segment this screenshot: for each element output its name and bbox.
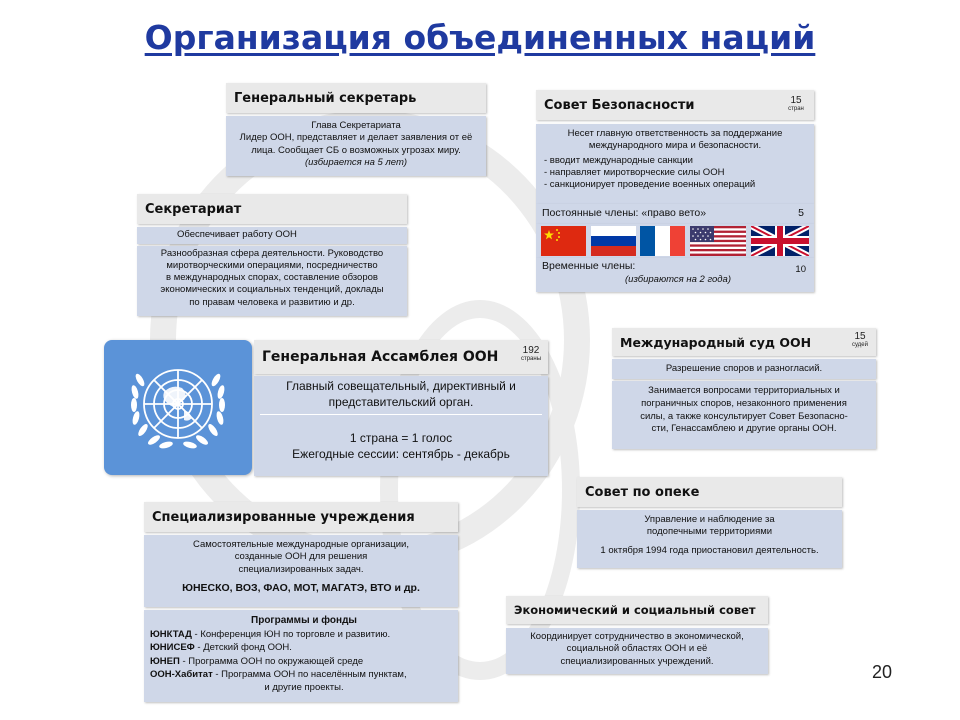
security-council-count xyxy=(782,96,810,112)
page-title: Организация объединенных наций xyxy=(144,18,816,57)
security-council-flags-box xyxy=(536,224,814,258)
programs-header: Программы и фонды xyxy=(251,615,357,626)
program-item xyxy=(150,655,458,668)
agencies-list: ЮНЕСКО, ВОЗ, ФАО, МОТ, МАГАТЭ, ВТО и др. xyxy=(182,582,420,595)
programs-tail: и другие проекты. xyxy=(264,682,344,694)
secretary-general-line: Лидер ООН, представляет и делает заявления от её xyxy=(239,132,473,144)
programs-box xyxy=(144,610,458,702)
secretary-general-header xyxy=(226,83,486,113)
program-name: ЮНЕП xyxy=(150,655,180,667)
ecosoc-header xyxy=(506,596,768,624)
secretariat-line: Разнообразная сфера деятельности. Руководство xyxy=(160,248,384,259)
general-assembly-count xyxy=(516,346,546,362)
court-header xyxy=(612,328,876,356)
security-council-temporary-count: 10 xyxy=(795,264,806,275)
court-line: силы, а также консультирует Совет Безопасно- xyxy=(640,410,848,422)
program-item xyxy=(150,628,458,641)
security-council-bullet: - санкционирует проведение военных операций xyxy=(544,179,756,191)
secretariat-body xyxy=(137,246,407,316)
program-item xyxy=(150,668,458,681)
court-subheader: Разрешение споров и разногласий. xyxy=(665,363,823,374)
agencies-line: специализированных задач. xyxy=(238,563,364,575)
general-assembly-count-number: 192 xyxy=(522,345,540,356)
security-council-bullet: - направляет миротворческие силы ООН xyxy=(544,167,725,179)
secretary-general-line: Глава Секретариата xyxy=(311,120,401,131)
secretary-general-header-label: Генеральный секретарь xyxy=(234,90,417,106)
security-council-line: Несет главную ответственность за поддержание xyxy=(567,128,783,139)
general-assembly-header-label: Генеральная Ассамблея ООН xyxy=(262,349,499,365)
program-text: - Детский фонд ООН. xyxy=(194,642,292,654)
program-text: - Программа ООН по окружающей среде xyxy=(179,655,364,667)
secretariat-subheader: Обеспечивает работу ООН xyxy=(177,229,297,240)
security-council-temporary-label: Временные члены: xyxy=(542,260,636,272)
court-subheader-box xyxy=(612,359,876,379)
court-count-unit: судей xyxy=(852,342,868,348)
agencies-header-label: Специализированные учреждения xyxy=(152,509,415,525)
general-assembly-header xyxy=(254,340,548,374)
trusteeship-line: Управление и наблюдение за xyxy=(644,514,775,525)
agencies-body xyxy=(144,535,458,607)
court-line: пограничных споров, незаконного применения xyxy=(641,397,847,409)
ecosoc-line: социальной областях ООН и её xyxy=(566,643,708,655)
program-name: ЮНКТАД xyxy=(150,629,192,640)
general-assembly-sessions: Ежегодные сессии: сентябрь - декабрь xyxy=(292,446,510,461)
secretary-general-body xyxy=(226,116,486,176)
ecosoc-header-label: Экономический и социальный совет xyxy=(514,603,756,617)
un-emblem xyxy=(104,340,252,475)
court-header-label: Международный суд ООН xyxy=(620,334,812,350)
court-count xyxy=(846,332,874,348)
secretary-general-line: лица. Сообщает СБ о возможных угрозах миру. xyxy=(251,144,461,156)
agencies-header xyxy=(144,502,458,532)
security-council-permanent-count: 5 xyxy=(798,207,804,219)
agencies-line: Самостоятельные международные организации, xyxy=(193,539,409,550)
general-assembly-line: представительский орган. xyxy=(328,394,474,409)
security-council-bullet: - вводит международные санкции xyxy=(544,154,693,166)
court-line: сти, Генассамблею и другие органы ООН. xyxy=(651,423,837,435)
secretariat-header xyxy=(137,194,407,224)
trusteeship-note: 1 октября 1994 года приостановил деятельность. xyxy=(600,544,819,556)
program-name: ЮНИСЕФ xyxy=(150,642,195,654)
security-council-line: международного мира и безопасности. xyxy=(588,140,762,152)
security-council-count-number: 15 xyxy=(790,95,802,106)
secretariat-line: экономических и социальных тенденций, доклады xyxy=(160,284,384,296)
security-council-body xyxy=(536,124,814,204)
secretariat-subheader-box xyxy=(137,227,407,244)
secretariat-line: по правам человека и развитию и др. xyxy=(189,296,355,308)
trusteeship-line: подопечными территориями xyxy=(646,526,773,538)
security-council-permanent-label: Постоянные члены: «право вето» xyxy=(542,207,707,219)
security-council-permanent-box xyxy=(536,204,814,224)
agencies-line: созданные ООН для решения xyxy=(234,551,368,563)
court-body xyxy=(612,381,876,449)
usa-flag xyxy=(690,226,746,256)
program-name: ООН-Хабитат xyxy=(150,668,213,680)
security-council-header xyxy=(536,90,814,120)
general-assembly-body xyxy=(254,376,548,476)
court-line: Занимается вопросами территориальных и xyxy=(648,385,840,396)
general-assembly-count-unit: страны xyxy=(520,356,542,362)
secretariat-line: миротворческими операциями, посредничество xyxy=(166,260,378,272)
security-council-temporary-note: (избираются на 2 года) xyxy=(625,273,731,285)
ecosoc-line: специализированных учреждений. xyxy=(560,655,714,667)
trusteeship-body xyxy=(577,510,842,568)
secretariat-header-label: Секретариат xyxy=(145,201,242,217)
court-count-number: 15 xyxy=(854,331,866,342)
ecosoc-line: Координирует сотрудничество в экономической, xyxy=(530,631,744,642)
uk-flag xyxy=(751,226,809,256)
security-council-count-unit: стран xyxy=(788,106,804,112)
program-item xyxy=(150,641,458,654)
security-council-header-label: Совет Безопасности xyxy=(544,97,695,113)
general-assembly-vote: 1 страна = 1 голос xyxy=(349,431,453,446)
france-flag xyxy=(640,226,685,256)
program-text: - Конференция ЮН по торговле и развитию. xyxy=(191,629,391,640)
china-flag xyxy=(541,226,586,256)
secretary-general-note: (избирается на 5 лет) xyxy=(304,157,408,169)
trusteeship-header xyxy=(577,477,842,507)
trusteeship-header-label: Совет по опеке xyxy=(585,484,700,500)
russia-flag xyxy=(591,226,636,256)
secretariat-line: в международных спорах, составление обзоров xyxy=(166,272,378,284)
page-number: 20 xyxy=(872,662,893,682)
security-council-temporary-box xyxy=(536,258,814,292)
general-assembly-line: Главный совещательный, директивный и xyxy=(286,379,516,393)
ecosoc-body xyxy=(506,628,768,674)
program-text: - Программа ООН по населённым пунктам, xyxy=(212,668,407,680)
